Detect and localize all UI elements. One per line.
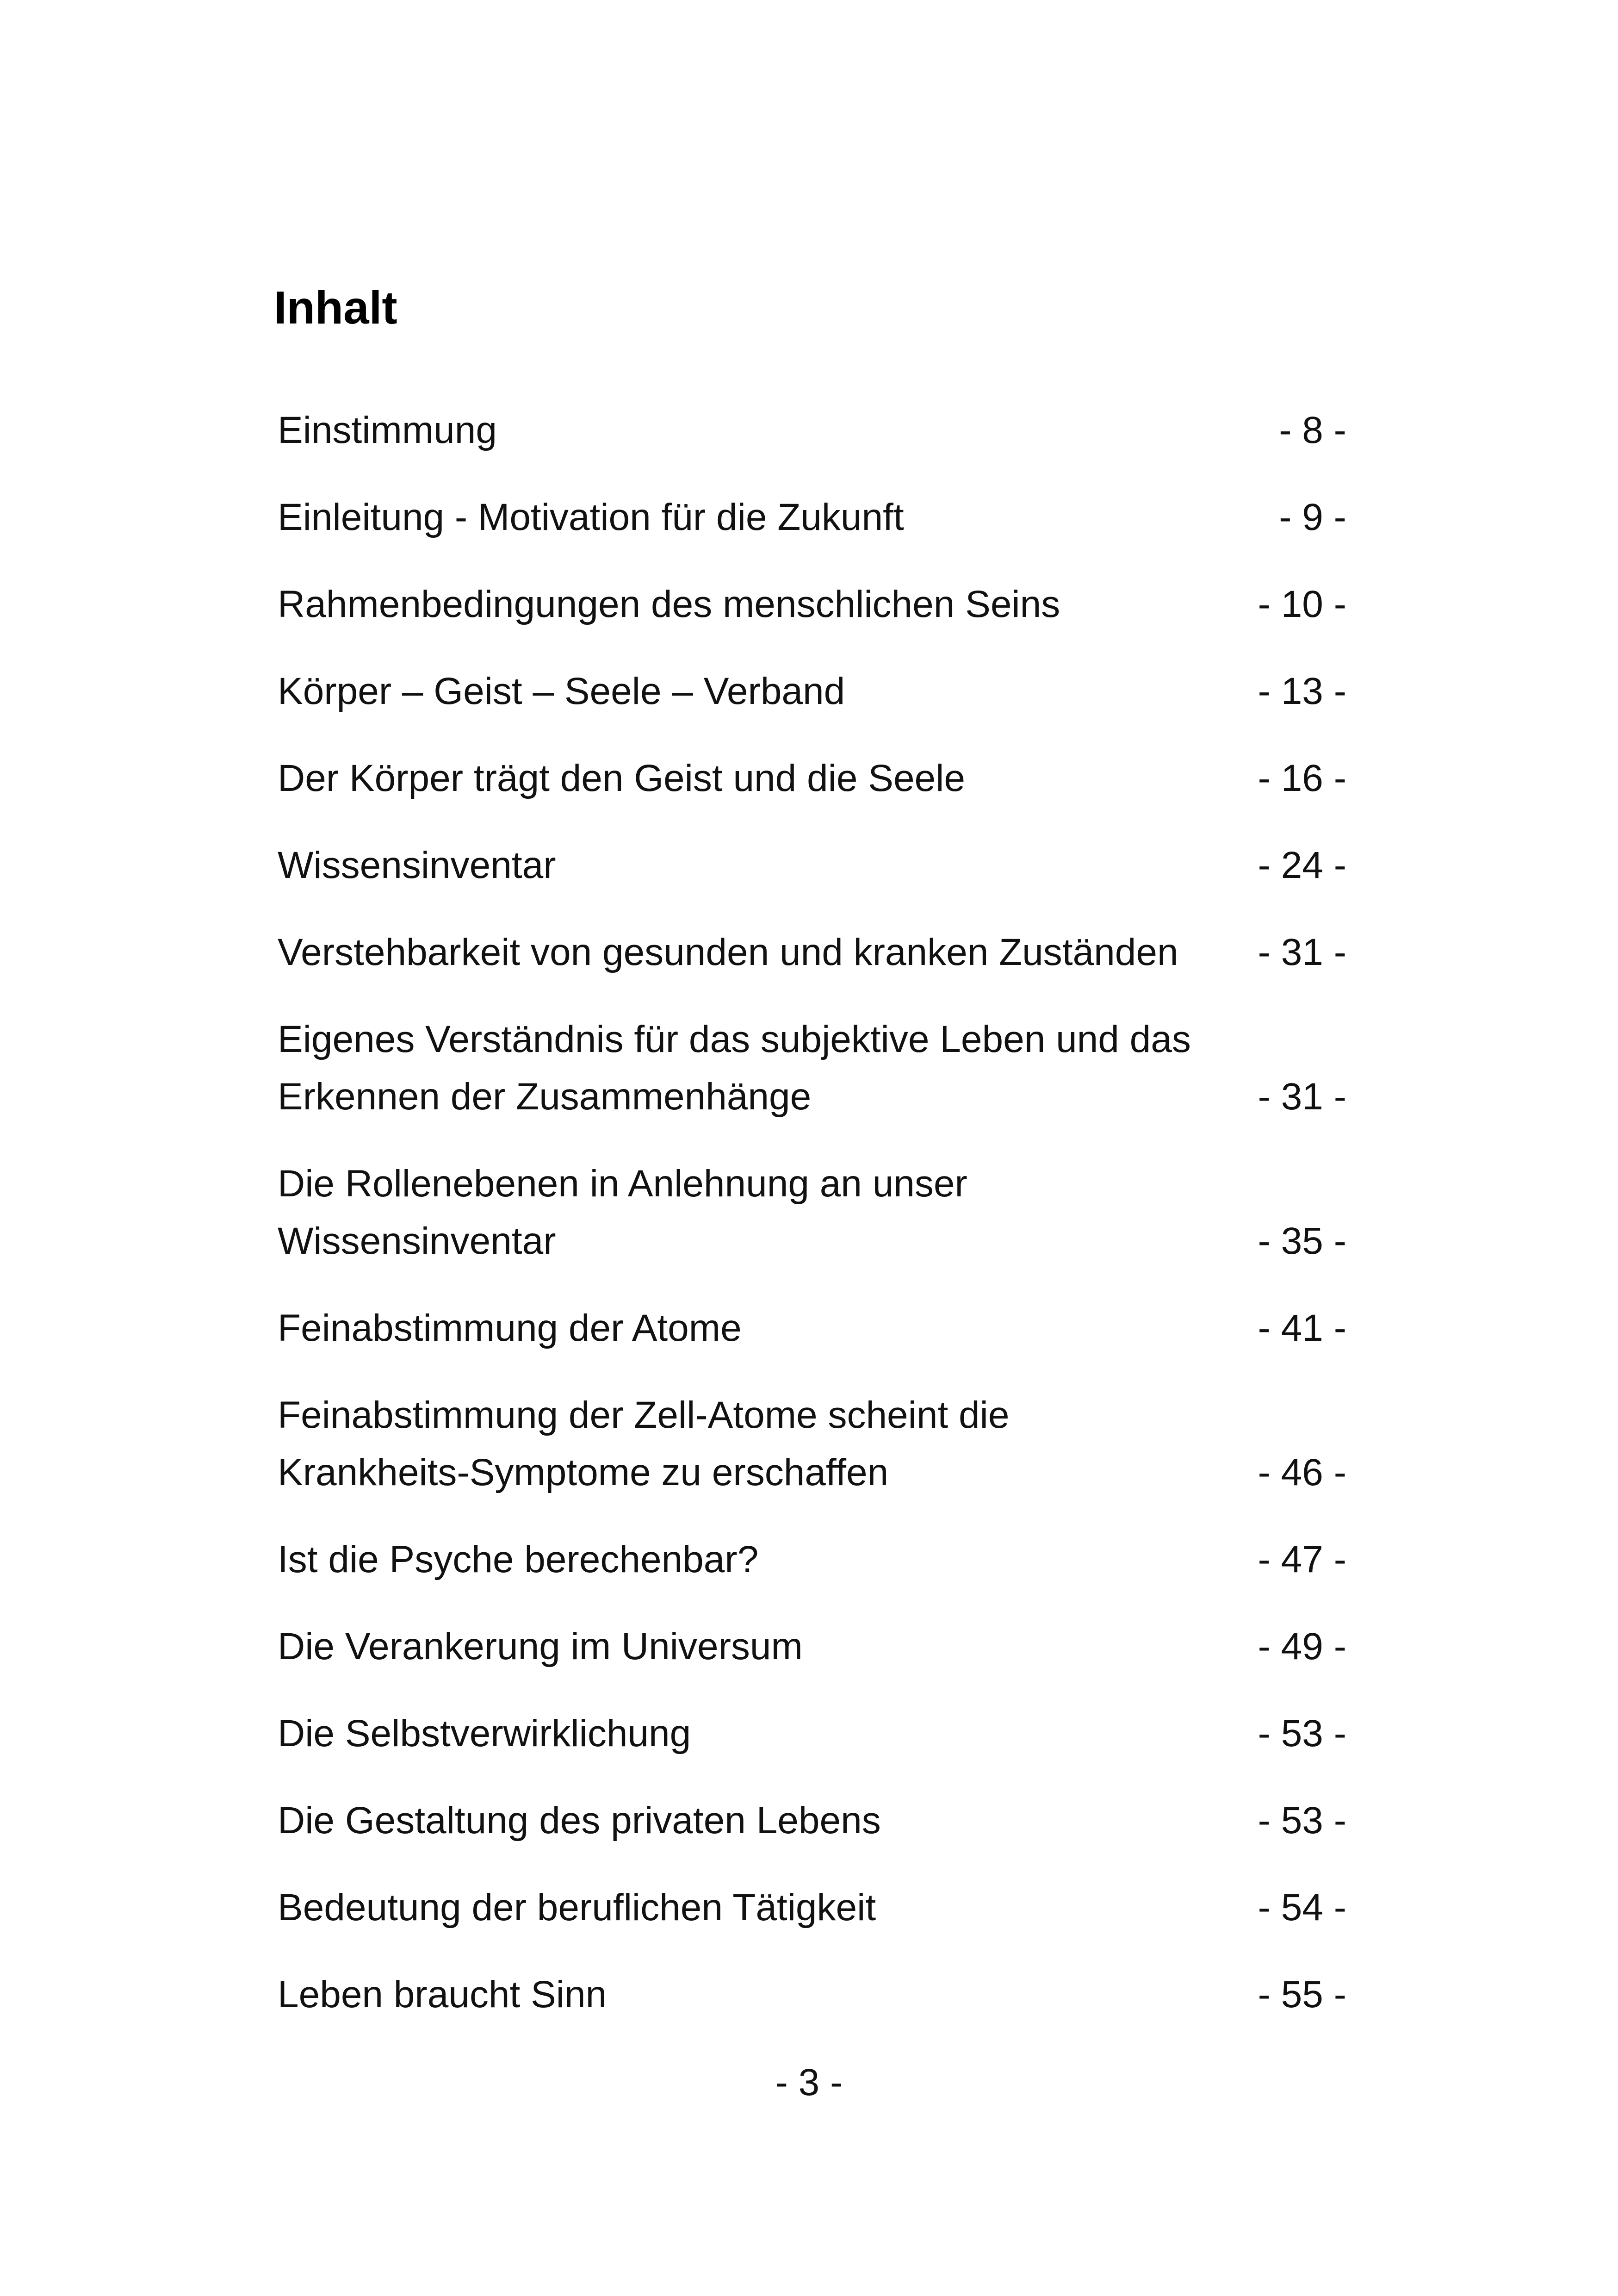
toc-entry-title: Wissensinventar bbox=[278, 844, 556, 886]
toc-entry-page: - 35 - bbox=[1258, 1220, 1346, 1262]
toc-entry-title: Einleitung - Motivation für die Zukunft bbox=[278, 496, 904, 538]
toc-entry bbox=[278, 837, 1346, 894]
toc-entry-title: Einstimmung bbox=[278, 409, 497, 451]
toc-entry-page: - 55 - bbox=[1258, 1973, 1346, 2016]
toc-entry-page: - 8 - bbox=[1279, 409, 1346, 451]
toc-entry-page: - 13 - bbox=[1258, 670, 1346, 712]
table-of-contents bbox=[278, 402, 1346, 2023]
toc-entry bbox=[278, 1387, 1346, 1501]
toc-entry-title: Leben braucht Sinn bbox=[278, 1973, 607, 2016]
toc-entry-title: Feinabstimmung der Zell-Atome scheint die Krankheits-Symptome zu erschaffen bbox=[278, 1394, 1010, 1493]
toc-entry-page: - 46 - bbox=[1258, 1451, 1346, 1493]
toc-entry bbox=[278, 576, 1346, 633]
toc-entry-title: Feinabstimmung der Atome bbox=[278, 1307, 742, 1349]
toc-entry-page: - 53 - bbox=[1258, 1712, 1346, 1755]
toc-entry-page: - 31 - bbox=[1258, 931, 1346, 973]
toc-entry-title: Eigenes Verständnis für das subjektive Leben und das Erkennen der Zusammenhänge bbox=[278, 1018, 1191, 1118]
toc-entry-title: Der Körper trägt den Geist und die Seele bbox=[278, 757, 965, 799]
toc-entry-title: Ist die Psyche berechenbar? bbox=[278, 1538, 759, 1580]
toc-entry bbox=[278, 1618, 1346, 1675]
toc-entry-title: Bedeutung der beruflichen Tätigkeit bbox=[278, 1886, 876, 1929]
toc-entry bbox=[278, 1531, 1346, 1588]
toc-entry bbox=[278, 489, 1346, 546]
toc-entry bbox=[278, 1966, 1346, 2023]
toc-entry bbox=[278, 750, 1346, 807]
toc-entry-page: - 9 - bbox=[1279, 496, 1346, 538]
toc-entry-page: - 47 - bbox=[1258, 1538, 1346, 1580]
toc-entry-title: Die Selbstverwirklichung bbox=[278, 1712, 691, 1755]
toc-entry-page: - 53 - bbox=[1258, 1799, 1346, 1842]
toc-entry-page: - 41 - bbox=[1258, 1307, 1346, 1349]
toc-entry-page: - 24 - bbox=[1258, 844, 1346, 886]
toc-entry bbox=[278, 1011, 1346, 1126]
toc-entry-page: - 16 - bbox=[1258, 757, 1346, 799]
toc-entry-page: - 31 - bbox=[1258, 1076, 1346, 1118]
toc-entry bbox=[278, 1792, 1346, 1849]
toc-entry bbox=[278, 924, 1346, 981]
toc-entry-title: Verstehbarkeit von gesunden und kranken Zuständen bbox=[278, 931, 1178, 973]
toc-entry bbox=[278, 402, 1346, 459]
toc-heading: Inhalt bbox=[274, 282, 397, 334]
toc-entry-title: Die Verankerung im Universum bbox=[278, 1625, 803, 1668]
toc-entry bbox=[278, 1155, 1346, 1270]
toc-entry-page: - 54 - bbox=[1258, 1886, 1346, 1929]
toc-entry-page: - 49 - bbox=[1258, 1625, 1346, 1668]
toc-entry bbox=[278, 1705, 1346, 1762]
toc-entry-title: Die Gestaltung des privaten Lebens bbox=[278, 1799, 881, 1842]
toc-entry-title: Körper – Geist – Seele – Verband bbox=[278, 670, 845, 712]
toc-entry bbox=[278, 663, 1346, 720]
toc-entry bbox=[278, 1879, 1346, 1936]
page-number: - 3 - bbox=[775, 2061, 843, 2103]
toc-entry-title: Rahmenbedingungen des menschlichen Seins bbox=[278, 583, 1060, 625]
toc-entry-page: - 10 - bbox=[1258, 583, 1346, 625]
toc-entry bbox=[278, 1300, 1346, 1357]
toc-entry-title: Die Rollenebenen in Anlehnung an unser Wissensinventar bbox=[278, 1163, 967, 1262]
